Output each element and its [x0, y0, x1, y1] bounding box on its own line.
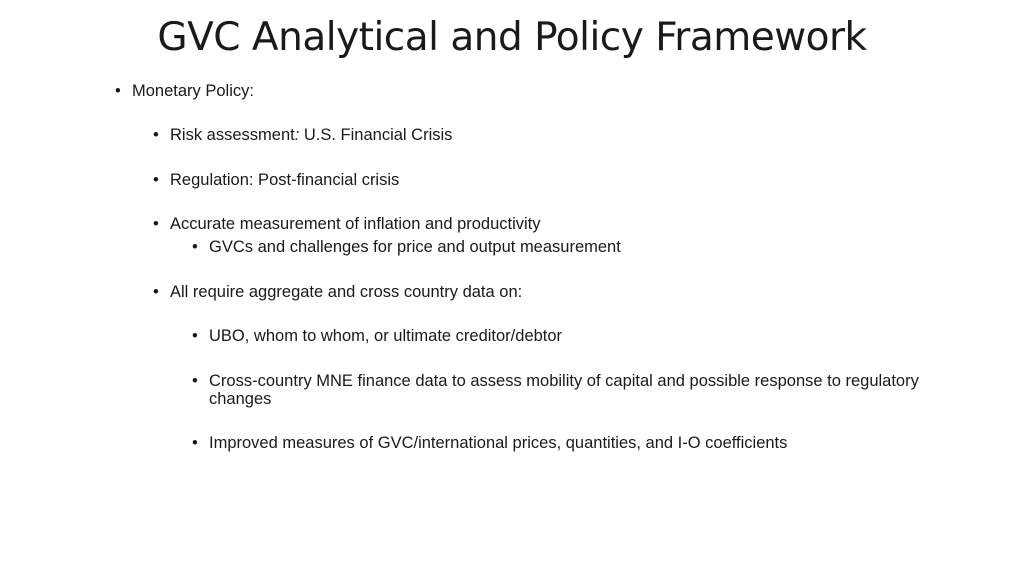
bullet-item-risk-assessment: [153, 126, 453, 144]
bullet-item-gvcs-challenges: [192, 238, 621, 256]
bullet-icon: •: [153, 171, 159, 189]
bullet-icon: •: [192, 434, 198, 452]
bullet-icon: •: [115, 82, 121, 100]
bullet-text-suffix: U.S. Financial Crisis: [299, 126, 453, 144]
bullet-item-improved-measures: [192, 434, 788, 452]
bullet-item-ubo: [192, 327, 563, 345]
bullet-item-regulation: [153, 171, 400, 189]
bullet-icon: •: [153, 126, 159, 144]
bullet-icon: •: [153, 215, 159, 233]
bullet-item-all-require: [153, 283, 523, 301]
bullet-item-cross-country-mne: [192, 372, 929, 408]
bullet-item-accurate-measurement: [153, 215, 541, 233]
bullet-text-prefix: Risk assessment: [170, 126, 295, 144]
bullet-text: All require aggregate and cross country data on:: [170, 283, 523, 301]
bullet-text-italic: :: [294, 126, 300, 144]
bullet-text: UBO, whom to whom, or ultimate creditor/debtor: [209, 327, 563, 345]
bullet-icon: •: [192, 327, 198, 345]
bullet-text: Cross-country MNE finance data to assess mobility of capital and possible response to regulatory changes: [209, 372, 919, 408]
bullet-item-monetary-policy: [115, 82, 254, 100]
bullet-icon: •: [192, 238, 198, 256]
bullet-icon: •: [153, 283, 159, 301]
bullet-text: Improved measures of GVC/international prices, quantities, and I-O coefficients: [209, 434, 788, 452]
bullet-icon: •: [192, 372, 198, 390]
slide-title: GVC Analytical and Policy Framework: [157, 15, 867, 60]
bullet-text: GVCs and challenges for price and output measurement: [209, 238, 621, 256]
bullet-text: Accurate measurement of inflation and productivity: [170, 215, 541, 233]
bullet-text: Regulation: Post-financial crisis: [170, 171, 400, 189]
bullet-text: Monetary Policy:: [132, 82, 254, 100]
